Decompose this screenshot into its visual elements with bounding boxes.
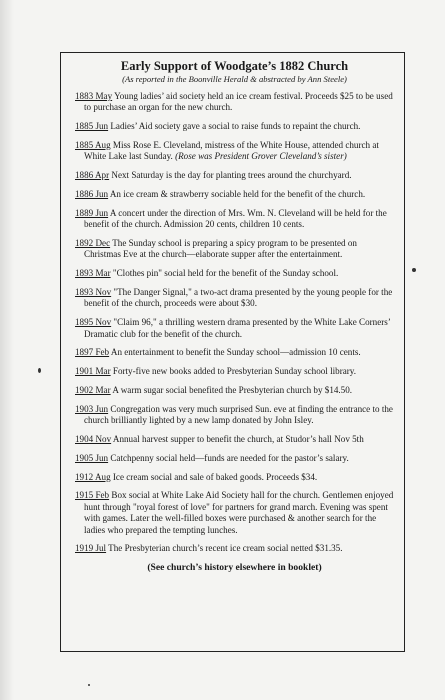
list-item	[75, 490, 394, 536]
entry-text: A warm sugar social benefited the Presbyterian church by $14.50.	[110, 385, 353, 395]
scan-speck	[88, 684, 90, 686]
list-item	[75, 453, 394, 464]
list-item	[75, 208, 394, 231]
list-item	[75, 366, 394, 377]
entry-text: "Claim 96," a thrilling western drama presented by the White Lake Corners’ Dramatic club for the benefit of the church.	[84, 317, 391, 339]
entry-text: Forty-five new books added to Presbyterian Sunday school library.	[110, 366, 357, 377]
list-item	[75, 543, 394, 554]
list-item	[75, 472, 394, 483]
entry-date: 1885 Aug	[75, 140, 111, 150]
list-item	[75, 434, 394, 445]
entry-date: 1912 Aug	[75, 471, 111, 482]
entry-date: 1903 Jun	[75, 403, 109, 414]
entry-date: 1883 May	[75, 91, 113, 101]
entry-date: 1885 Jun	[75, 121, 109, 132]
footer-note: (See church’s history elsewhere in booklet)	[147, 562, 322, 574]
entry-date: 1897 Feb	[75, 347, 110, 358]
list-item	[75, 170, 394, 181]
article-frame	[60, 52, 405, 652]
entry-text: Next Saturday is the day for planting trees around the churchyard.	[109, 170, 352, 181]
entry-text: "The Danger Signal," a two-act drama presented by the young people for the benefit of the church, proceeds were about $30.	[84, 287, 393, 309]
entry-text: Miss Rose E. Cleveland, mistress of the White House, attended church at White Lake last Sunday.	[84, 140, 379, 162]
scan-speck	[412, 268, 416, 272]
entry-text: Catchpenny social held—funds are needed for the pastor’s salary.	[108, 452, 349, 463]
entry-date: 1905 Jun	[75, 452, 109, 463]
entry-date: 1901 Mar	[75, 366, 111, 377]
entry-date: 1886 Jun	[75, 189, 109, 199]
list-item	[75, 317, 394, 340]
entry-date: 1915 Feb	[75, 490, 110, 501]
list-item	[75, 404, 394, 427]
entries-list	[75, 91, 394, 555]
list-item	[75, 189, 394, 200]
list-item	[75, 347, 394, 358]
entry-date: 1895 Nov	[75, 317, 112, 328]
list-item	[75, 140, 394, 163]
entry-text: Ice cream social and sale of baked goods. Proceeds $34.	[110, 471, 318, 482]
entry-text: Ladies’ Aid society gave a social to raise funds to repaint the church.	[108, 121, 361, 132]
entry-note: (Rose was President Grover Cleveland’s sister)	[175, 151, 347, 162]
entry-date: 1893 Mar	[75, 268, 111, 279]
entry-text: "Clothes pin" social held for the benefit of the Sunday school.	[110, 268, 339, 279]
entry-text: An entertainment to benefit the Sunday school—admission 10 cents.	[109, 347, 361, 358]
entry-date: 1892 Dec	[75, 238, 111, 248]
entry-text: Congregation was very much surprised Sun. eve at finding the entrance to the church brilliantly lighted by a new lamp donated by John Isley.	[84, 403, 393, 426]
article-title: Early Support of Woodgate’s 1882 Church	[120, 59, 349, 73]
list-item	[75, 287, 394, 310]
entry-text: Annual harvest supper to benefit the church, at Studor’s hall Nov 5th	[111, 434, 364, 444]
page-edge	[0, 0, 14, 700]
list-item	[75, 268, 394, 279]
entry-date: 1886 Apr	[75, 170, 110, 181]
entry-text: The Presbyterian church’s recent ice cream social netted $31.35.	[106, 543, 343, 554]
entry-text: The Sunday school is preparing a spicy program to be presented on Christmas Eve at the church—elaborate supper after the entertainment.	[84, 238, 357, 260]
entry-text: Young ladies’ aid society held an ice cream festival. Proceeds $25 to be used to purchase an organ for the new church.	[84, 91, 393, 113]
list-item	[75, 121, 394, 132]
list-item	[75, 91, 394, 114]
entry-text: Box social at White Lake Aid Society hall for the church. Gentlemen enjoyed hunt through "royal forest of love" for partners for grand march. Evening was spent with games. Later the well-filled boxes were purchased & another search for the ladies who prepared the tempting lunches.	[84, 490, 394, 535]
entry-text: An ice cream & strawberry sociable held for the benefit of the church.	[108, 189, 366, 199]
entry-date: 1902 Mar	[75, 385, 111, 395]
scan-speck	[38, 368, 41, 373]
list-item	[75, 238, 394, 261]
entry-date: 1889 Jun	[75, 207, 109, 218]
entry-text: A concert under the direction of Mrs. Wm. N. Cleveland will be held for the benefit of the church. Admission 20 cents, children 10 cents.	[84, 207, 387, 230]
entry-date: 1893 Nov	[75, 287, 112, 297]
entry-date: 1904 Nov	[75, 434, 112, 444]
entry-date: 1919 Jul	[75, 543, 107, 554]
article-subtitle: (As reported in the Boonville Herald & abstracted by Ann Steele)	[122, 74, 347, 84]
list-item	[75, 385, 394, 396]
